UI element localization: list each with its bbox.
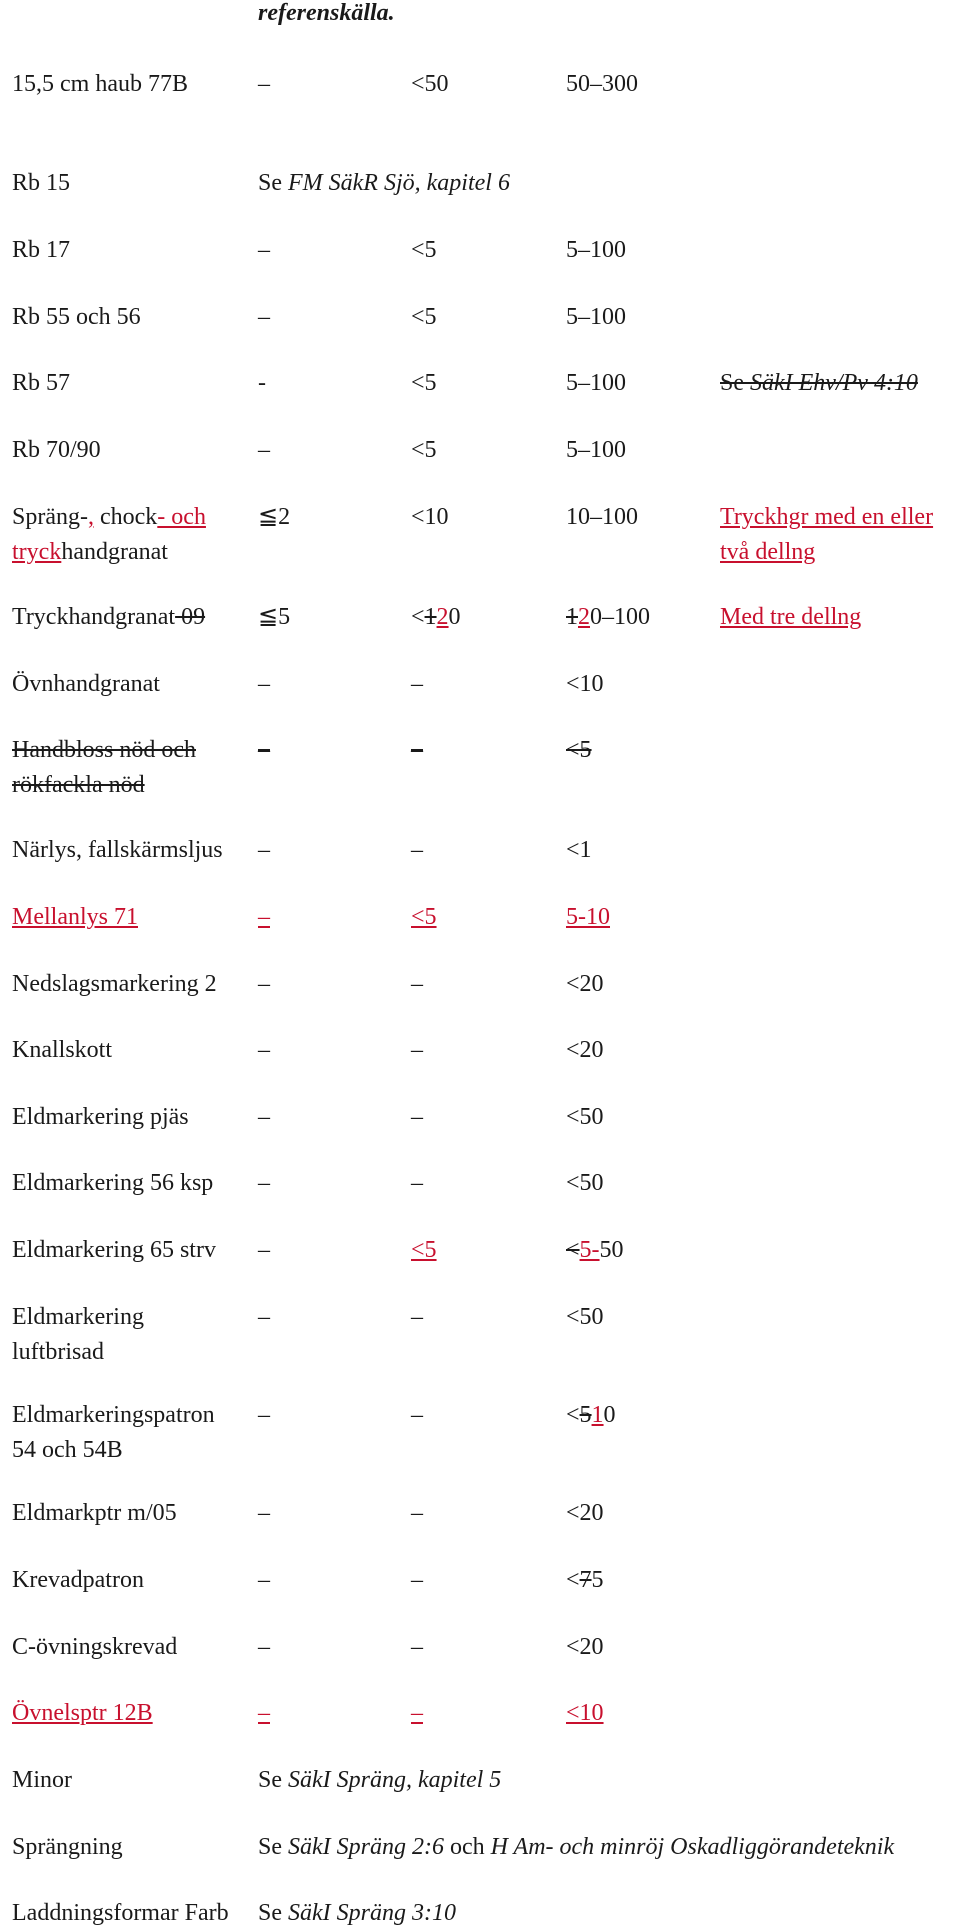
row-name-line2-deleted: rökfackla nöd <box>12 772 145 798</box>
cell-a: – <box>258 1634 270 1660</box>
cell-c: <20 <box>566 971 604 997</box>
cell-a: ≦2 <box>258 504 291 530</box>
row-name: Knallskott <box>12 1037 112 1063</box>
cell-a: – <box>258 971 270 997</box>
value-part-deleted: 1 <box>424 604 437 630</box>
cell-c: <1 <box>566 837 592 863</box>
cell-b-deleted: – <box>411 737 423 763</box>
cell-b <box>411 600 461 635</box>
cell-note-deleted <box>720 366 918 401</box>
value-part: 0 <box>448 604 461 630</box>
cell-b-inserted: – <box>411 1700 423 1726</box>
see-prefix: Se <box>258 1900 288 1926</box>
cell-c: 5–100 <box>566 304 626 330</box>
row-name-line1: Eldmarkering <box>12 1304 144 1330</box>
row-name: Eldmarkering pjäs <box>12 1104 189 1130</box>
cell-b: <5 <box>411 370 437 396</box>
row-name: Sprängning <box>12 1834 123 1860</box>
cell-a: – <box>258 1104 270 1130</box>
cell-b-inserted: <5 <box>411 904 437 930</box>
name-part: Tryckhandgranat <box>12 604 176 630</box>
row-name-inserted: Mellanlys 71 <box>12 904 138 930</box>
cell-b: <5 <box>411 304 437 330</box>
cell-c: 50–300 <box>566 71 638 97</box>
see-reference: SäkI Spräng 2:6 <box>288 1834 444 1860</box>
cell-b: – <box>411 1500 423 1526</box>
row-name: Eldmarkering 56 ksp <box>12 1170 214 1196</box>
header-fragment: referenskälla. <box>258 0 395 26</box>
value-part-inserted: 5- <box>579 1237 600 1263</box>
cell-note-inserted: Med tre dellng <box>720 604 862 630</box>
cell-a: – <box>258 1567 270 1593</box>
cell-c <box>566 600 650 635</box>
value-part-deleted: < <box>566 1237 580 1263</box>
cell-c <box>566 1563 604 1598</box>
row-name-line2 <box>12 535 168 570</box>
cell-b: – <box>411 971 423 997</box>
value-part-inserted: 2 <box>578 604 590 630</box>
row-name: Minor <box>12 1767 72 1793</box>
value-part: 0 <box>603 1402 616 1428</box>
name-part-inserted: - och <box>157 504 206 530</box>
cell-c: 5–100 <box>566 237 626 263</box>
cell-c: <50 <box>566 1104 604 1130</box>
value-part: 5 <box>591 1567 604 1593</box>
cell-c: <20 <box>566 1634 604 1660</box>
value-part: 0–100 <box>590 604 650 630</box>
name-part: handgranat <box>61 539 168 565</box>
cell-a-inserted: – <box>258 1700 270 1726</box>
row-name: Eldmarkering 65 strv <box>12 1237 216 1263</box>
see-prefix: Se <box>258 1767 288 1793</box>
see-reference: SäkI Spräng, kapitel 5 <box>288 1767 502 1793</box>
value-part: < <box>411 604 425 630</box>
name-part: Spräng- <box>12 504 88 530</box>
cell-reference <box>258 1830 894 1865</box>
cell-a: – <box>258 437 270 463</box>
cell-b: – <box>411 1304 423 1330</box>
row-name: C-övningskrevad <box>12 1634 178 1660</box>
row-name <box>12 600 205 635</box>
row-name-line2: 54 och 54B <box>12 1437 123 1463</box>
cell-c: <10 <box>566 671 604 697</box>
cell-c: <20 <box>566 1500 604 1526</box>
row-name: Laddningsformar Farb <box>12 1900 229 1926</box>
cell-a: – <box>258 1037 270 1063</box>
value-part: 50 <box>599 1237 624 1263</box>
value-part: < <box>566 1402 580 1428</box>
see-connector: och <box>443 1834 491 1860</box>
cell-b: – <box>411 1037 423 1063</box>
cell-c: 10–100 <box>566 504 638 530</box>
row-name-line1-deleted: Handbloss nöd och <box>12 737 196 763</box>
cell-a: – <box>258 237 270 263</box>
value-part-inserted: 2 <box>436 604 449 630</box>
value-part-deleted: 7 <box>579 1567 592 1593</box>
cell-a: - <box>258 370 266 396</box>
row-name: Närlys, fallskärmsljus <box>12 837 223 863</box>
cell-b-inserted: <5 <box>411 1237 437 1263</box>
row-name-inserted: Övnelsptr 12B <box>12 1700 153 1726</box>
cell-b: – <box>411 837 423 863</box>
cell-b: – <box>411 1634 423 1660</box>
cell-c: 5–100 <box>566 370 626 396</box>
cell-a: – <box>258 304 270 330</box>
cell-a-inserted: – <box>258 904 270 930</box>
cell-b: <10 <box>411 504 449 530</box>
row-name-line1 <box>12 500 206 535</box>
see-reference: H Am- och minröj Oskadliggörandeteknik <box>490 1834 895 1860</box>
cell-a: – <box>258 1304 270 1330</box>
see-prefix: Se <box>258 1834 288 1860</box>
row-name: Eldmarkptr m/05 <box>12 1500 177 1526</box>
cell-c: <50 <box>566 1170 604 1196</box>
name-part: chock <box>93 504 158 530</box>
cell-c: <50 <box>566 1304 604 1330</box>
see-reference: SäkI Spräng 3:10 <box>288 1900 456 1926</box>
cell-reference <box>258 1763 501 1798</box>
cell-reference <box>258 1896 456 1931</box>
cell-a: – <box>258 1402 270 1428</box>
row-name: Rb 55 och 56 <box>12 304 141 330</box>
cell-c-deleted: <5 <box>566 737 592 763</box>
cell-a-deleted: – <box>258 737 270 763</box>
cell-a: – <box>258 1500 270 1526</box>
row-name: Krevadpatron <box>12 1567 144 1593</box>
row-name: Rb 57 <box>12 370 71 396</box>
cell-a: – <box>258 671 270 697</box>
row-name: Övnhandgranat <box>12 671 160 697</box>
cell-b: <50 <box>411 71 449 97</box>
row-name: Rb 15 <box>12 170 71 196</box>
see-reference: FM SäkR Sjö, kapitel 6 <box>288 170 510 196</box>
note-prefix: Se <box>720 370 750 396</box>
cell-c <box>566 1398 616 1433</box>
name-part-inserted: tryck <box>12 539 62 565</box>
cell-a: ≦5 <box>258 604 291 630</box>
cell-b: – <box>411 1567 423 1593</box>
row-name: Nedslagsmarkering 2 <box>12 971 217 997</box>
name-part-deleted: 09 <box>175 604 206 630</box>
value-part-deleted: 1 <box>566 604 578 630</box>
cell-a: – <box>258 1170 270 1196</box>
cell-c-inserted: <10 <box>566 1700 604 1726</box>
cell-reference <box>258 166 510 201</box>
cell-note-inserted: Tryckhgr med en eller två dellng <box>720 504 934 565</box>
cell-c-inserted: 5-10 <box>566 904 610 930</box>
cell-c: 5–100 <box>566 437 626 463</box>
cell-b: <5 <box>411 437 437 463</box>
cell-a: – <box>258 1237 270 1263</box>
cell-b: – <box>411 1170 423 1196</box>
cell-b: – <box>411 1402 423 1428</box>
cell-b: – <box>411 671 423 697</box>
row-name-line2: luftbrisad <box>12 1339 104 1365</box>
cell-c: <20 <box>566 1037 604 1063</box>
cell-b: <5 <box>411 237 437 263</box>
cell-a: – <box>258 837 270 863</box>
row-name: 15,5 cm haub 77B <box>12 71 188 97</box>
value-part: < <box>566 1567 580 1593</box>
note-reference: SäkI Ehv/Pv 4:10 <box>750 370 918 396</box>
name-part-inserted: , <box>87 504 94 530</box>
see-prefix: Se <box>258 170 288 196</box>
row-name: Rb 70/90 <box>12 437 101 463</box>
row-name: Rb 17 <box>12 237 71 263</box>
cell-b: – <box>411 1104 423 1130</box>
value-part-deleted: 5 <box>579 1402 592 1428</box>
cell-c <box>566 1233 624 1268</box>
value-part-inserted: 1 <box>591 1402 604 1428</box>
row-name-line1: Eldmarkeringspatron <box>12 1402 215 1428</box>
cell-a: – <box>258 71 270 97</box>
